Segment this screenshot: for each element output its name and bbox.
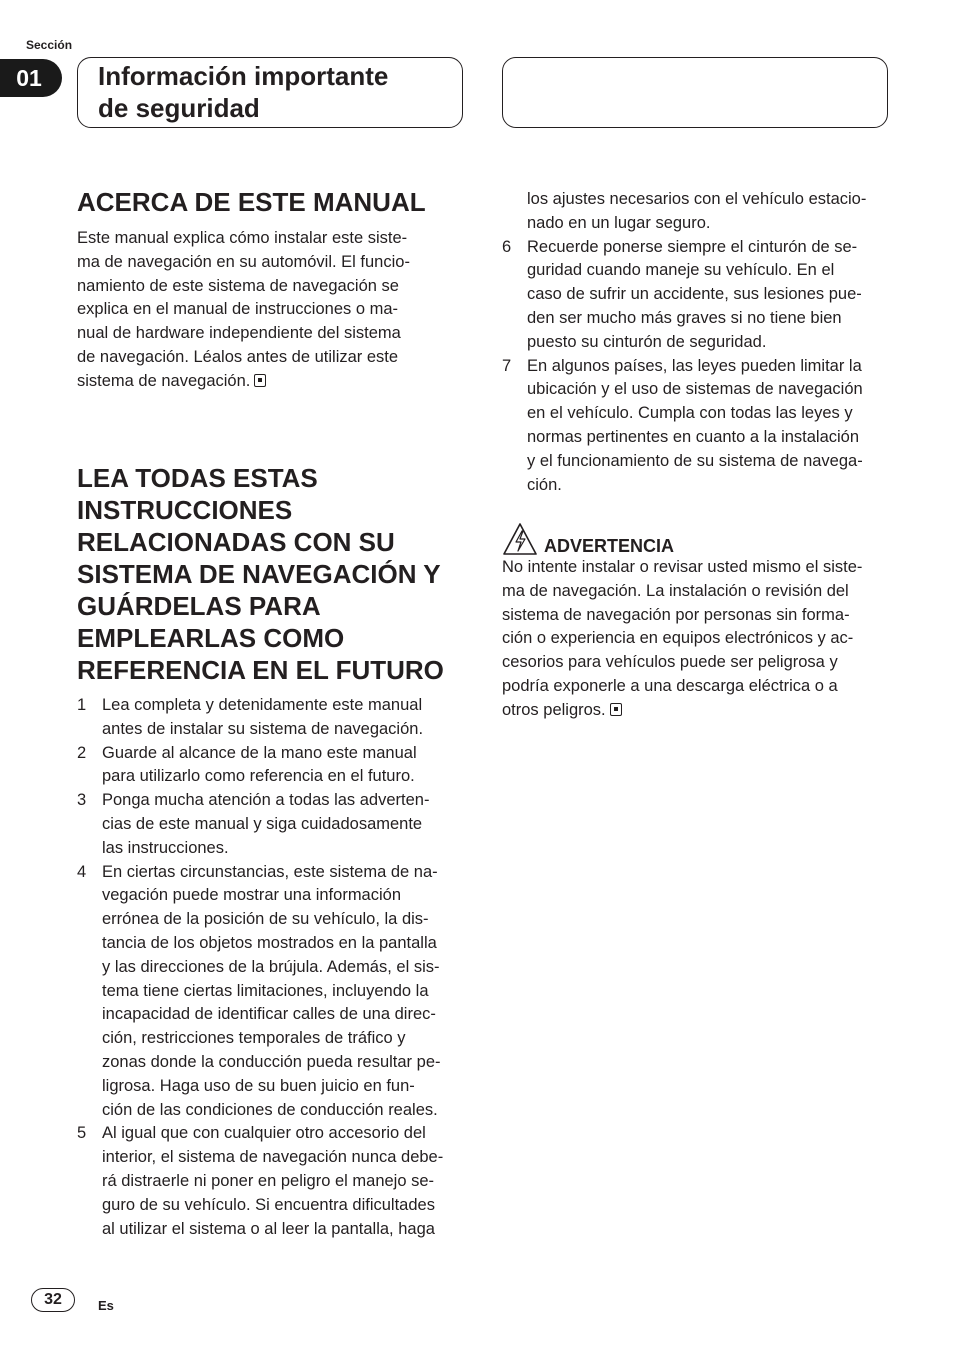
warning-line-last bbox=[502, 699, 902, 723]
list-item-line: rá distraerle ni poner en peligro el manejo se- bbox=[102, 1171, 435, 1190]
warning-triangle-icon bbox=[502, 522, 538, 556]
list-item-line: ción, restricciones temporales de tráfico y bbox=[102, 1029, 406, 1048]
list-item-line: guro de su vehículo. Si encuentra dificultades bbox=[102, 1195, 435, 1214]
list-item-line: tema tiene ciertas limitaciones, incluyendo la bbox=[102, 981, 429, 1000]
list-item-line: las instrucciones. bbox=[102, 838, 229, 857]
instructions-heading-line: GUÁRDELAS PARA bbox=[77, 591, 321, 621]
list-item-line: ligrosa. Haga uso de su buen juicio en fun- bbox=[102, 1076, 415, 1095]
list-item-line: En algunos países, las leyes pueden limitar la bbox=[527, 356, 862, 375]
list-item-line: Lea completa y detenidamente este manual bbox=[102, 696, 423, 714]
list-item-line: cias de este manual y siga cuidadosamente bbox=[102, 814, 423, 833]
warning-label: ADVERTENCIA bbox=[544, 536, 675, 556]
list-item-line: Recuerde ponerse siempre el cinturón de se- bbox=[527, 237, 858, 256]
page-number: 32 bbox=[31, 1288, 75, 1312]
list-item bbox=[77, 861, 477, 1123]
list-item-line: tancia de los objetos mostrados en la pantalla bbox=[102, 933, 437, 952]
list-item-number: 3 bbox=[77, 791, 87, 810]
warning-line: podría exponerle a una descarga eléctrica o a bbox=[502, 676, 838, 695]
list-item-line: Guarde al alcance de la mano este manual bbox=[102, 743, 417, 762]
instructions-heading-line: RELACIONADAS CON SU bbox=[77, 527, 395, 557]
warning-line: ma de navegación. La instalación o revisión del bbox=[502, 581, 849, 600]
about-body bbox=[77, 227, 477, 394]
warning-section bbox=[502, 522, 902, 723]
list-item-line: para utilizarlo como referencia en el futuro. bbox=[102, 767, 415, 786]
list-item bbox=[502, 355, 902, 498]
list-item-line: guridad cuando maneje su vehículo. En el bbox=[527, 261, 835, 280]
about-line: sistema de navegación. bbox=[77, 371, 251, 390]
language-code: Es bbox=[98, 1298, 114, 1313]
list-item-line: puesto su cinturón de seguridad. bbox=[527, 332, 767, 351]
instructions-list bbox=[77, 694, 477, 1241]
instructions-heading-line: LEA TODAS ESTAS bbox=[77, 463, 318, 493]
section-title-line: Información importante bbox=[98, 61, 389, 91]
list-item-line: y las direcciones de la brújula. Además, el sis- bbox=[102, 957, 440, 976]
list-item bbox=[77, 742, 477, 790]
list-item-number: 7 bbox=[502, 356, 512, 375]
about-line: ma de navegación en su automóvil. El funcio- bbox=[77, 252, 410, 271]
list-item-line: al utilizar el sistema o al leer la pantalla, haga bbox=[102, 1219, 435, 1238]
empty-header-box bbox=[502, 57, 888, 128]
list-item-number: 5 bbox=[77, 1124, 87, 1143]
warning-line: sistema de navegación por personas sin forma- bbox=[502, 605, 850, 624]
list-item-line: Ponga mucha atención a todas las adverten- bbox=[102, 791, 430, 810]
warning-header bbox=[502, 522, 902, 556]
instructions-section bbox=[77, 462, 477, 1241]
instructions-heading-line: REFERENCIA EN EL FUTURO bbox=[77, 655, 444, 685]
about-line: namiento de este sistema de navegación se bbox=[77, 276, 399, 295]
list-item-line: errónea de la posición de su vehículo, la dis- bbox=[102, 910, 429, 929]
warning-line: otros peligros. bbox=[502, 700, 606, 719]
list-item-line: zonas donde la conducción pueda resultar pe- bbox=[102, 1052, 441, 1071]
list-item-line: ción de las condiciones de conducción reales. bbox=[102, 1100, 438, 1119]
about-line: explica en el manual de instrucciones o ma- bbox=[77, 300, 399, 319]
instructions-heading-line: SISTEMA DE NAVEGACIÓN Y bbox=[77, 559, 441, 589]
list-item-line: nado en un lugar seguro. bbox=[527, 213, 711, 232]
list-item-line: caso de sufrir un accidente, sus lesiones pue- bbox=[527, 285, 862, 304]
list-item-line: En ciertas circunstancias, este sistema de na- bbox=[102, 862, 438, 881]
list-item-line: antes de instalar su sistema de navegación. bbox=[102, 719, 424, 738]
list-item-line: ción. bbox=[527, 475, 562, 494]
list-item-line: normas pertinentes en cuanto a la instalación bbox=[527, 427, 860, 446]
section-title-line: de seguridad bbox=[98, 93, 260, 123]
list-item bbox=[77, 1122, 477, 1241]
list-item-line: y el funcionamiento de su sistema de navega- bbox=[527, 451, 863, 470]
warning-body bbox=[502, 556, 902, 723]
section-label: Sección bbox=[26, 38, 73, 52]
about-section bbox=[77, 186, 477, 394]
section-title-box bbox=[77, 57, 463, 128]
warning-line: cesorios para vehículos puede ser peligrosa y bbox=[502, 653, 838, 672]
list-item-line: ubicación y el uso de sistemas de navegación bbox=[527, 380, 863, 399]
end-of-section-icon bbox=[254, 374, 266, 387]
about-line-last bbox=[77, 370, 477, 394]
list-item-number: 6 bbox=[502, 237, 512, 256]
warning-line: ción o experiencia en equipos electrónicos y ac- bbox=[502, 629, 854, 648]
instructions-heading bbox=[77, 462, 477, 686]
about-line: de navegación. Léalos antes de utilizar este bbox=[77, 347, 399, 366]
list-item-line: interior, el sistema de navegación nunca debe- bbox=[102, 1148, 444, 1167]
list-item-number: 1 bbox=[77, 696, 87, 714]
about-heading: ACERCA DE ESTE MANUAL bbox=[77, 187, 426, 217]
instructions-heading-line: INSTRUCCIONES bbox=[77, 495, 293, 525]
about-line: Este manual explica cómo instalar este siste- bbox=[77, 229, 408, 247]
instructions-heading-line: EMPLEARLAS COMO bbox=[77, 623, 345, 653]
about-line: nual de hardware independiente del sistema bbox=[77, 324, 401, 343]
warning-line: No intente instalar o revisar usted mismo el siste- bbox=[502, 558, 863, 576]
list-item-number: 2 bbox=[77, 743, 87, 762]
right-column-list bbox=[502, 188, 902, 497]
list-item bbox=[77, 789, 477, 860]
list-item bbox=[77, 694, 477, 742]
list-item-line: incapacidad de identificar calles de una direc- bbox=[102, 1005, 436, 1024]
list-item-line: Al igual que con cualquier otro accesorio del bbox=[102, 1124, 426, 1143]
list-item-line: en el vehículo. Cumpla con todas las leyes y bbox=[527, 404, 853, 423]
list-item-line: vegación puede mostrar una información bbox=[102, 886, 402, 905]
list-item-line: den ser mucho más graves si no tiene bien bbox=[527, 308, 842, 327]
list-item bbox=[502, 236, 902, 355]
end-of-section-icon bbox=[610, 703, 622, 716]
list-item-continued bbox=[502, 188, 902, 236]
list-item-line: los ajustes necesarios con el vehículo estacio- bbox=[527, 190, 867, 208]
section-number-badge: 01 bbox=[0, 59, 62, 97]
list-item-number: 4 bbox=[77, 862, 87, 881]
